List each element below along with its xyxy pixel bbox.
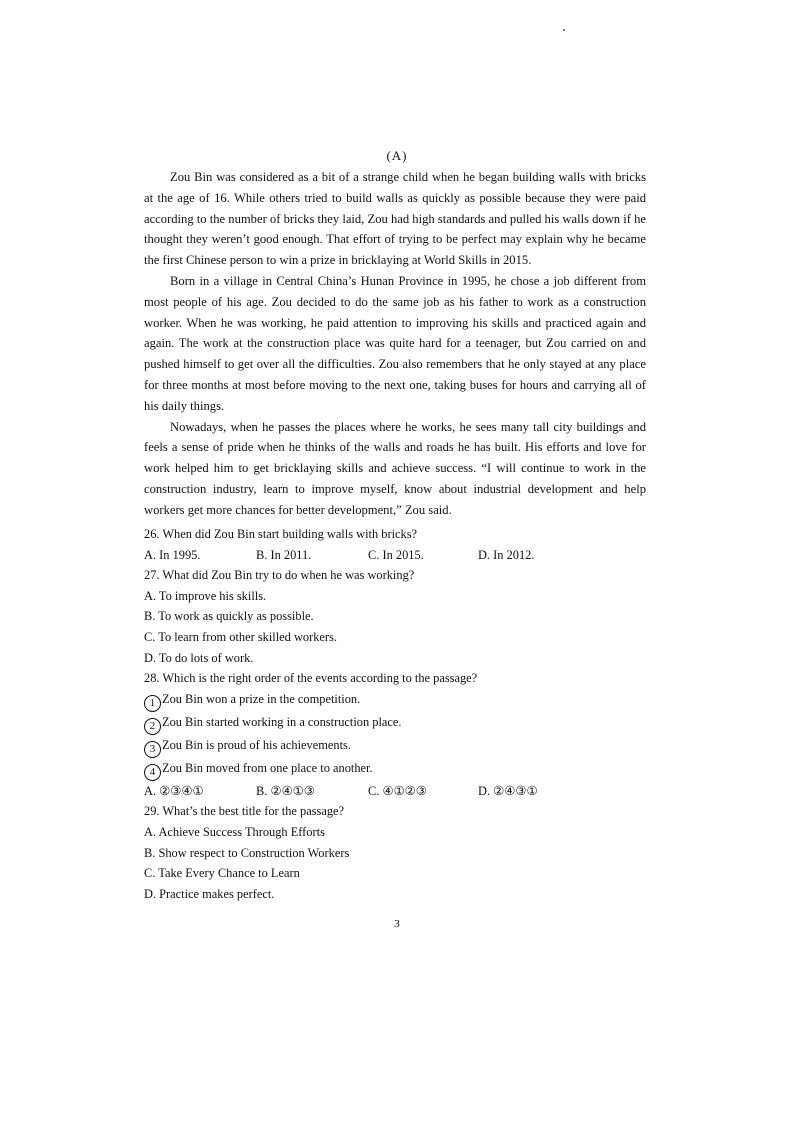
question-26-options	[144, 545, 646, 566]
circled-number-4: 4	[144, 764, 161, 781]
circled-number-2: 2	[144, 718, 161, 735]
question-28-options	[144, 781, 646, 802]
question-28-option-c[interactable]: C. ④①②③	[368, 783, 427, 798]
passage-paragraph-2: Born in a village in Central China’s Hunan Province in 1995, he chose a job different from most people of his age. Zou decided to do the same job as his father to work as a construction worker. When he was working, he paid attention to improving his skills and practiced again and again. The work at the construction place was quite hard for a teenager, but Zou carried on and pushed himself to get over all the difficulties. Zou also remembers that he only stayed at any place for three months at most before moving to the next one, taking buses for hours and carrying all of his daily things.	[144, 273, 646, 413]
reading-passage	[144, 167, 646, 521]
question-28-event-3	[144, 735, 646, 758]
question-27-option-d[interactable]: D. To do lots of work.	[144, 650, 254, 665]
question-28-option-b[interactable]: B. ②④①③	[256, 783, 315, 798]
event-4-text: Zou Bin moved from one place to another.	[162, 760, 373, 775]
question-28-event-4	[144, 758, 646, 781]
question-26-option-d[interactable]: D. In 2012.	[478, 547, 535, 562]
question-27-stem: 27. What did Zou Bin try to do when he was working?	[144, 568, 415, 583]
question-26-stem: 26. When did Zou Bin start building walls with bricks?	[144, 527, 418, 541]
question-26-option-c[interactable]: C. In 2015.	[368, 547, 424, 562]
question-29-stem: 29. What’s the best title for the passage?	[144, 804, 345, 819]
event-2-text: Zou Bin started working in a construction place.	[162, 714, 402, 729]
question-28-option-d[interactable]: D. ②④③①	[478, 783, 538, 798]
question-28-option-a[interactable]: A. ②③④①	[144, 783, 204, 798]
question-29-option-b[interactable]: B. Show respect to Construction Workers	[144, 845, 350, 860]
question-29-option-a[interactable]: A. Achieve Success Through Efforts	[144, 824, 325, 839]
page-number: 3	[394, 918, 400, 930]
circled-number-1: 1	[144, 695, 161, 712]
section-title: (A)	[386, 148, 408, 163]
event-1-text: Zou Bin won a prize in the competition.	[162, 691, 361, 706]
scan-speck	[563, 29, 565, 31]
passage-paragraph-1: Zou Bin was considered as a bit of a strange child when he began building walls with bricks at the age of 16. While others tried to build walls as quickly as possible because they were paid according to the number of bricks they laid, Zou had high standards and pulled his walls down if he thought they weren’t good enough. That effort of trying to be perfect may explain why he became the first Chinese person to win a prize in bricklaying at World Skills in 2015.	[144, 170, 646, 268]
question-26-option-a[interactable]: A. In 1995.	[144, 547, 201, 562]
question-28-stem: 28. Which is the right order of the events according to the passage?	[144, 671, 478, 686]
question-list	[144, 524, 646, 904]
question-28-event-1	[144, 689, 646, 712]
question-27-option-a[interactable]: A. To improve his skills.	[144, 588, 267, 603]
question-27-option-b[interactable]: B. To work as quickly as possible.	[144, 609, 314, 624]
passage-paragraph-3: Nowadays, when he passes the places where he works, he sees many tall city buildings and feels a sense of pride when he thinks of the walls and roads he has built. His efforts and love for work helped him to get bricklaying skills and achieve success. “I will continue to work in the construction industry, learn to improve myself, know about industrial development and help workers get more chances for better development,” Zou said.	[144, 419, 646, 517]
question-26-option-b[interactable]: B. In 2011.	[256, 547, 312, 562]
question-29-option-d[interactable]: D. Practice makes perfect.	[144, 886, 275, 901]
question-29-option-c[interactable]: C. Take Every Chance to Learn	[144, 866, 300, 881]
question-28-event-2	[144, 712, 646, 735]
event-3-text: Zou Bin is proud of his achievements.	[162, 737, 351, 752]
question-27-option-c[interactable]: C. To learn from other skilled workers.	[144, 629, 337, 644]
circled-number-3: 3	[144, 741, 161, 758]
